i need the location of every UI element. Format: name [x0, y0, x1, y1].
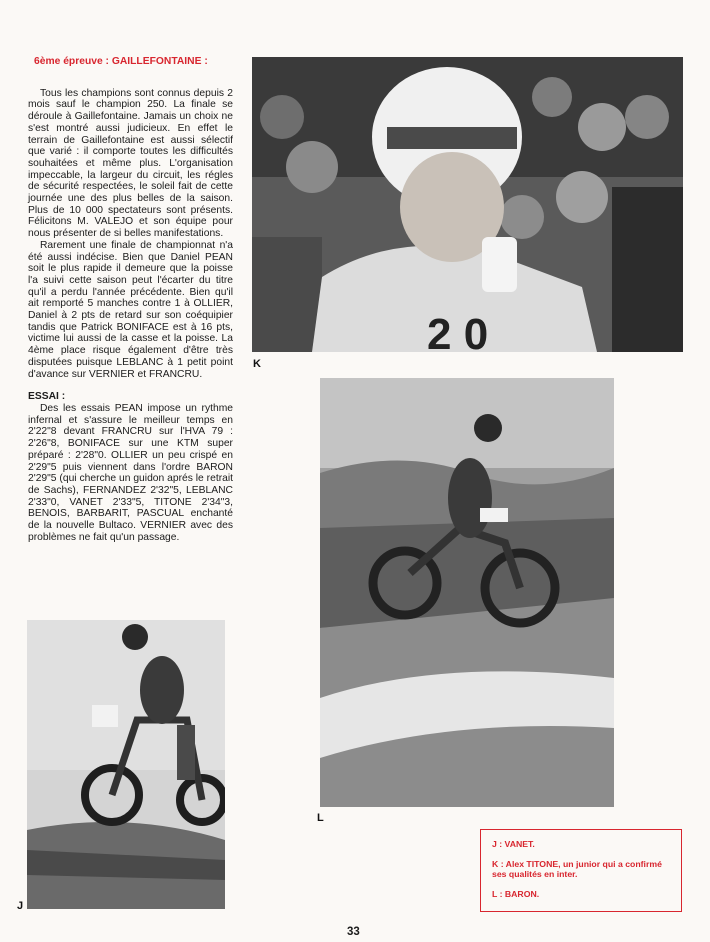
- caption-j: J : VANET.: [492, 839, 535, 849]
- figure-label-j: J: [17, 900, 24, 912]
- caption-l: L : BARON.: [492, 888, 540, 899]
- figure-label-k: K: [253, 358, 261, 370]
- caption-k: K : Alex TITONE, un junior qui a confirmé ses qualités en inter.: [492, 858, 662, 879]
- photo-k-rider-portrait: [252, 57, 683, 352]
- article-paragraph: Tous les champions sont connus depuis 2 mois sauf le champion 250. La finale se déroule à Gaillefontaine. Jamais un choix ne s'est montré aussi judicieux. En effet le terrain de Gaillefontaine est aussi sélectif que varié : il comporte toutes les difficultés souhaitées et même plus. L'organisation impeccable, la largeur du circuit, les régles de sécurité respectées, le soleil fait de cette journée une des plus belles de la saison. Plus de 10 000 spectateurs sont présents. Félicitons M. VALEJO et son équipe pour nous présenter de si belles manifestations.: [28, 87, 233, 240]
- article-paragraph: Rarement une finale de championnat n'a été aussi indécise. Bien que Daniel PEAN soit le plus rapide il demeure que la poisse l'a suivi cette saison peut l'écarter du titre qu'il a perdu l'année précédente. Bien qu'il ait remporté 5 manches contre 1 à OLLIER, Daniel à 2 pts de retard sur son coéquipier tandis que Patrick BONIFACE est à 16 pts, victime lui aussi de la casse et la poisse. La 4ème place risque également d'être très disputées puisque LEBLANC à 1 petit point d'avance sur VERNIER et FRANCRU.: [28, 239, 233, 380]
- essai-subheading: ESSAI :: [28, 391, 66, 403]
- article-heading: 6ème épreuve : GAILLEFONTAINE :: [34, 56, 208, 67]
- essai-paragraph: Des les essais PEAN impose un rythme infernal et s'assure le meilleur temps en 2'22"8 devant FRANCRU sur l'HVA 79 : 2'26"8, BONIFACE sur une KTM super préparé : 2'28"0. OLLIER un peu crispé en 2'29"5 puis viennent dans l'ordre BARON 2'29"5 (qui cherche un guidon aprés le retrait de Sachs), FERNANDEZ 2'32"5, LEBLANC 2'33"0, VANET 2'33"5, TITONE 2'34"3, BENOIS, BARBARIT, PASCUAL enchanté de la nouvelle Bultaco. VERNIER avec des problèmes ne fait qu'un passage.: [28, 402, 233, 543]
- photo-k-rider-number: 2 0: [427, 310, 489, 352]
- photo-l-image: [320, 378, 614, 807]
- photo-j-image: [27, 620, 225, 909]
- figure-label-l: L: [317, 812, 324, 824]
- photo-l-jump: [320, 378, 614, 807]
- photo-j-rider: [27, 620, 225, 909]
- photo-k-image: [252, 57, 683, 352]
- page-number: 33: [347, 926, 360, 938]
- captions-box: [480, 829, 682, 912]
- article-column: [28, 56, 233, 543]
